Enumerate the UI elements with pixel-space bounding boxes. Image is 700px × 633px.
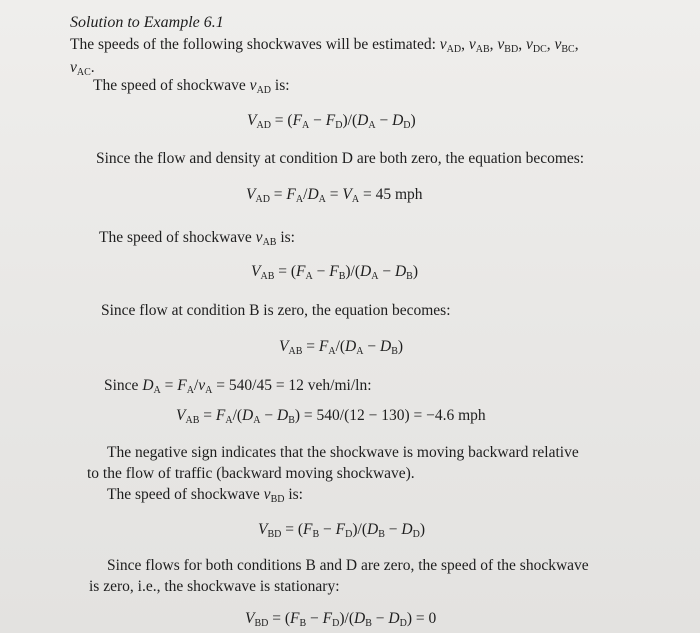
intro-text: The speeds of the following shockwaves will be estimated: xyxy=(70,36,436,53)
since-da-line: Since $D_A = F_A/v_A = 540/45 = 12$ veh/mi/ln: xyxy=(104,377,372,396)
since-b-line: Since flow at condition B is zero, the equation becomes: xyxy=(101,302,451,319)
intro-variables-cont: $v_{AC}$. xyxy=(70,59,95,78)
speed-bd-line xyxy=(107,486,303,504)
equation-5: $V_{AB} = F_A/(D_A - D_B) = 540/(12 - 130) = -4.6$ mph xyxy=(176,407,486,426)
equation-2: $V_{AD} = F_A/D_A = V_A = 45$ mph xyxy=(246,186,423,205)
solution-heading: Solution to Example 6.1 xyxy=(70,14,224,31)
speed-bd-is: is: xyxy=(288,486,303,503)
equation-6: $V_{BD} = (F_B - F_D)/(D_B - D_D)$ xyxy=(258,521,425,540)
speed-bd-var: $v_{BD}$ xyxy=(263,486,285,505)
negative-sign-line-2: to the flow of traffic (backward moving shockwave). xyxy=(87,465,415,482)
speed-ad-is: is: xyxy=(274,77,290,94)
speed-ab-is: is: xyxy=(280,229,295,246)
speed-ad-var: $v_{AD}$ xyxy=(249,77,272,96)
intro-variables: $v_{AD}$, $v_{AB}$, $v_{BD}$, $v_{DC}$, $v_{BC}$, xyxy=(439,36,579,55)
speed-ab-text: The speed of shockwave xyxy=(99,229,252,246)
equation-3: $V_{AB} = (F_A - F_B)/(D_A - D_B)$ xyxy=(251,263,418,282)
speed-ab-line xyxy=(99,229,295,247)
flows-line-1: Since flows for both conditions B and D are zero, the speed of the shockwave xyxy=(107,557,589,574)
equation-7: $V_{BD} = (F_B - F_D)/(D_B - D_D) = 0$ xyxy=(245,610,437,629)
speed-ad-line xyxy=(93,77,290,95)
since-d-line: Since the flow and density at condition D are both zero, the equation becomes: xyxy=(96,150,585,167)
intro-line xyxy=(70,36,579,54)
speed-ab-var: $v_{AB}$ xyxy=(255,229,277,248)
equation-1: $V_{AD} = (F_A - F_D)/(D_A - D_D)$ xyxy=(247,112,416,131)
flows-line-2: is zero, i.e., the shockwave is stationary: xyxy=(89,578,340,595)
equation-4: $V_{AB} = F_A/(D_A - D_B)$ xyxy=(279,338,404,357)
negative-sign-line-1: The negative sign indicates that the shockwave is moving backward relative xyxy=(107,444,579,461)
speed-ad-text: The speed of shockwave xyxy=(93,77,246,94)
speed-bd-text: The speed of shockwave xyxy=(107,486,260,503)
